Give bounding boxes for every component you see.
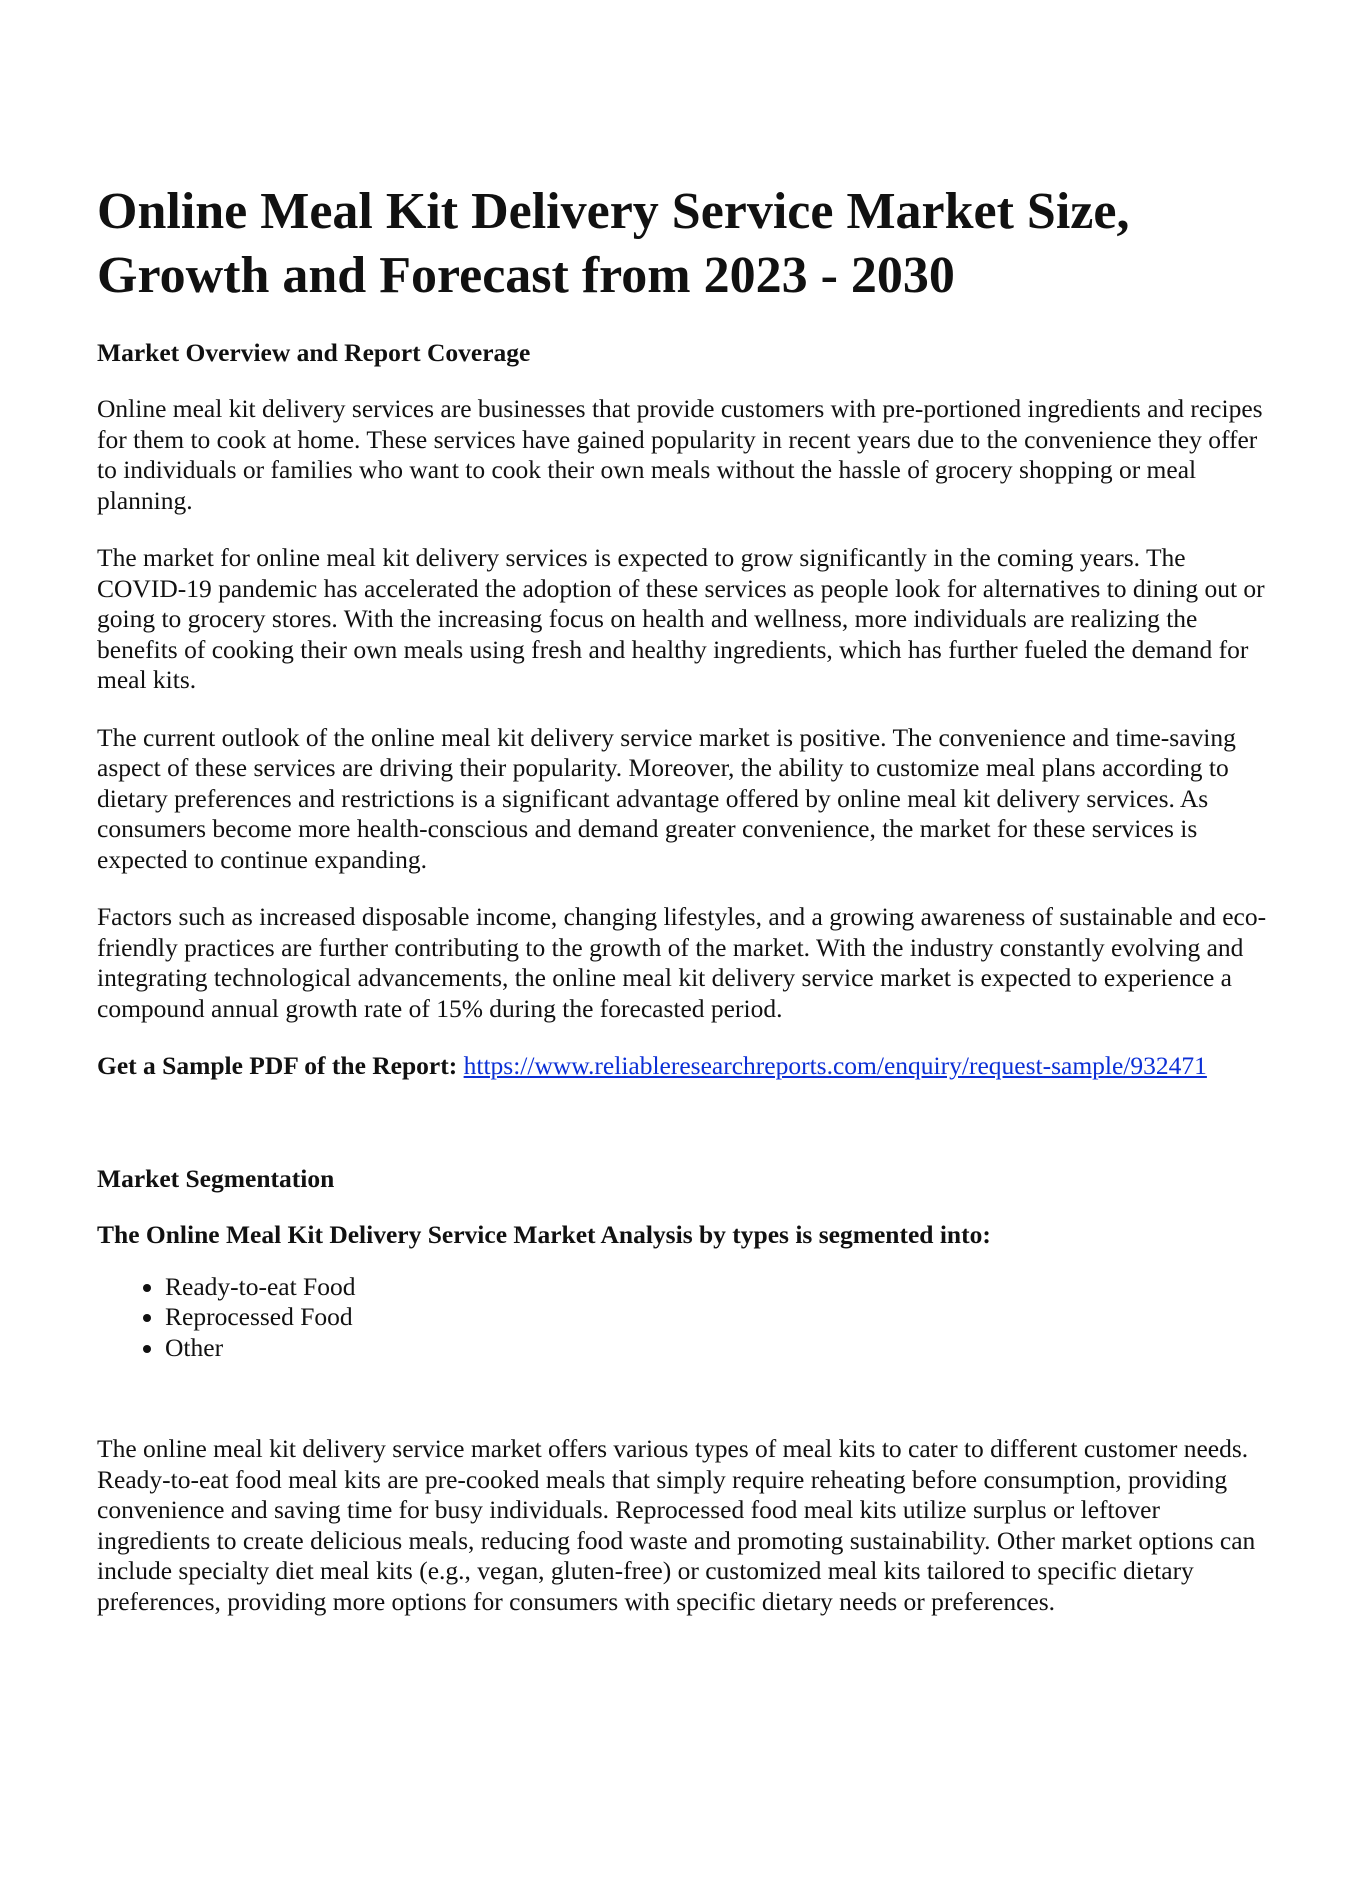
page-title: Online Meal Kit Delivery Service Market Size, Growth and Forecast from 2023 - 2030 bbox=[97, 183, 1130, 304]
overview-paragraph-2: The market for online meal kit delivery services is expected to grow significantly in the coming years. The COVID-19 pandemic has accelerated the adoption of these services as people look for alternatives to dining out or going to grocery stores. With the increasing focus on health and wellness, more individuals are realizing the benefits of cooking their own meals using fresh and healthy ingredients, which has further fueled the demand for meal kits. bbox=[97, 543, 1265, 694]
sample-pdf-link[interactable]: https://www.reliableresearchreports.com/enquiry/request-sample/932471 bbox=[463, 1051, 1207, 1080]
section-spacer bbox=[97, 1082, 1267, 1164]
sample-pdf-line bbox=[97, 1051, 1267, 1082]
overview-heading: Market Overview and Report Coverage bbox=[97, 338, 531, 367]
types-list bbox=[97, 1272, 1267, 1364]
overview-paragraph-4: Factors such as increased disposable income, changing lifestyles, and a growing awareness of sustainable and eco-friendly practices are further contributing to the growth of the market. With the industry constantly evolving and integrating technological advancements, the online meal kit delivery service market is expected to experience a compound annual growth rate of 15% during the forecasted period. bbox=[97, 902, 1267, 1023]
types-heading: The Online Meal Kit Delivery Service Market Analysis by types is segmented into: bbox=[97, 1219, 991, 1249]
types-paragraph: The online meal kit delivery service market offers various types of meal kits to cater to different customer needs. Ready-to-eat food meal kits are pre-cooked meals that simply require reheating before consumption, providing convenience and saving time for busy individuals. Reprocessed food meal kits utilize surplus or leftover ingredients to create delicious meals, reducing food waste and promoting sustainability. Other market options can include specialty diet meal kits (e.g., vegan, gluten-free) or customized meal kits tailored to specific dietary preferences, providing more options for consumers with specific dietary needs or preferences. bbox=[97, 1434, 1256, 1616]
overview-paragraph-3: The current outlook of the online meal kit delivery service market is positive. The convenience and time-saving aspect of these services are driving their popularity. Moreover, the ability to customize meal plans according to dietary preferences and restrictions is a significant advantage offered by online meal kit delivery services. As consumers become more health-conscious and demand greater convenience, the market for these services is expected to continue expanding. bbox=[97, 722, 1236, 874]
document-page bbox=[97, 180, 1267, 1644]
list-item: • Reprocessed Food bbox=[165, 1302, 1267, 1333]
section-spacer bbox=[97, 1363, 1267, 1434]
list-item: • Other bbox=[165, 1333, 1267, 1364]
sample-pdf-label: Get a Sample PDF of the Report: bbox=[97, 1051, 458, 1080]
segmentation-heading: Market Segmentation bbox=[97, 1163, 335, 1193]
list-item: • Ready-to-eat Food bbox=[165, 1272, 1267, 1303]
overview-paragraph-1: Online meal kit delivery services are businesses that provide customers with pre-portioned ingredients and recipes for them to cook at home. These services have gained popularity in recent years due to the convenience they offer to individuals or families who want to cook their own meals without the hassle of grocery shopping or meal planning. bbox=[97, 394, 1263, 515]
